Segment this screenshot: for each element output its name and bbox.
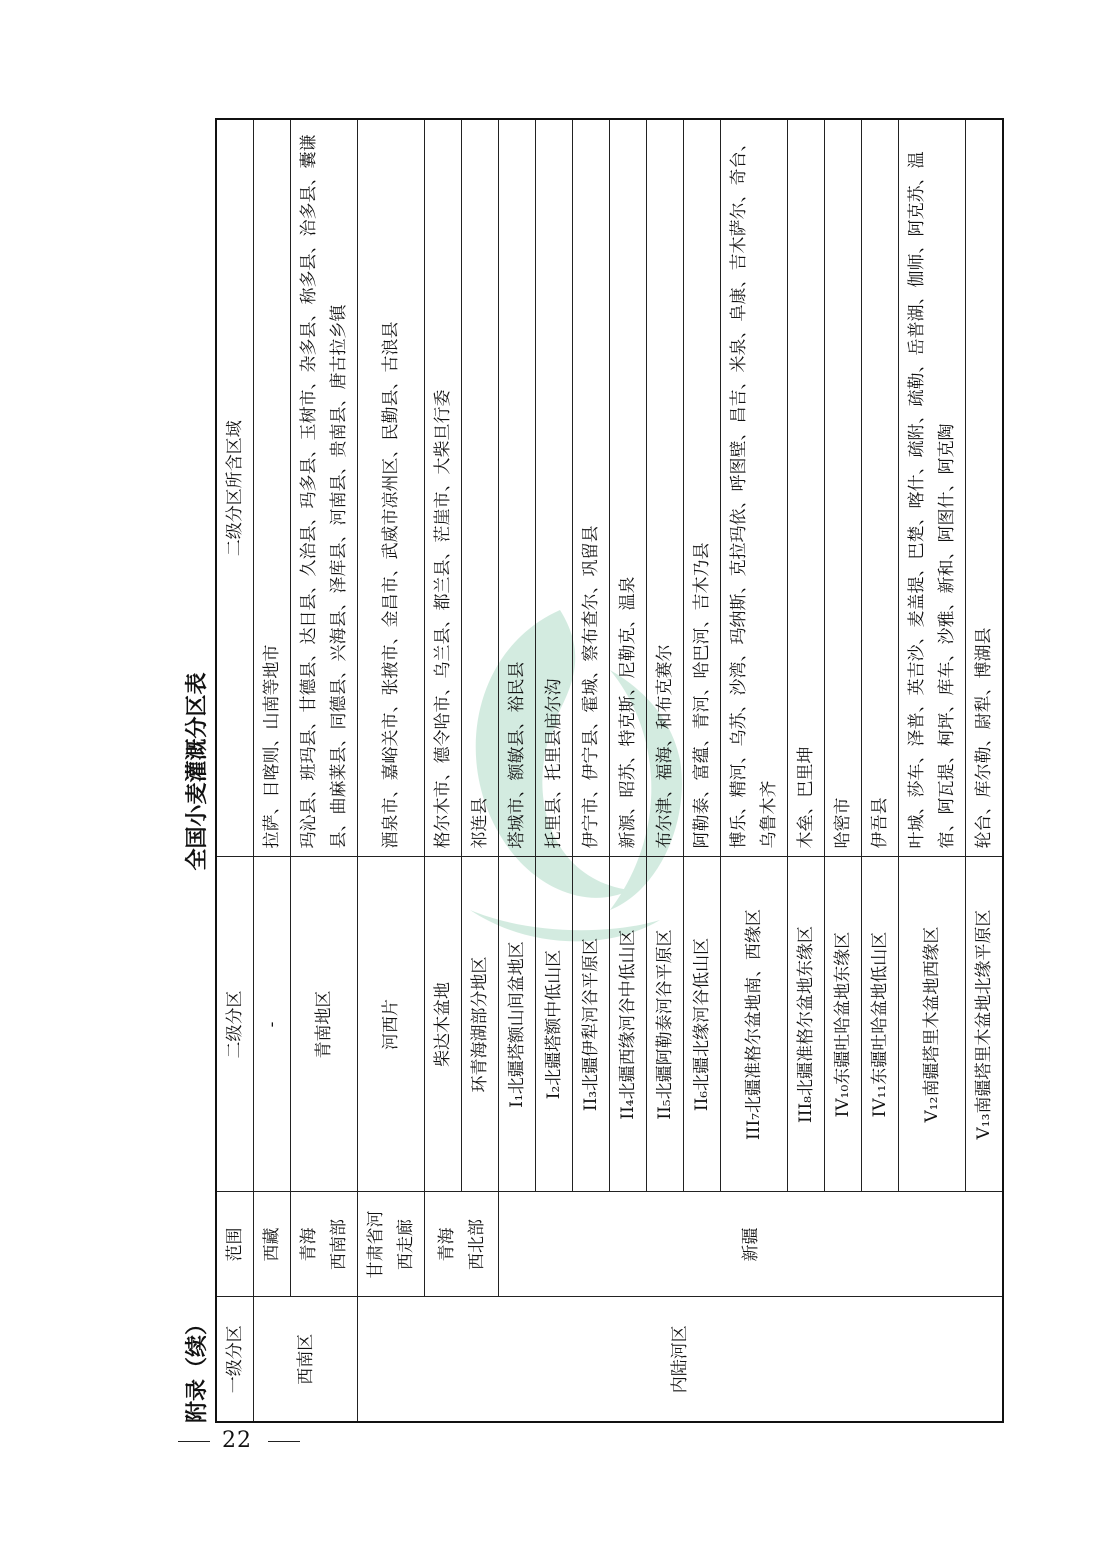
region-cell: 布尔津、福海、和布克赛尔	[647, 119, 684, 857]
rotated-document	[180, 120, 994, 1423]
region-cell: 酒泉市、嘉峪关市、张掖市、金昌市、武威市凉州区、民勤县、古浪县	[358, 119, 425, 857]
scope-qinghai-nw: 青海 西北部	[425, 1192, 499, 1297]
level2-cell: V₁₂南疆塔里木盆地西缘区	[899, 857, 966, 1192]
region-cell: 博乐、精河、乌苏、沙湾、玛纳斯、克拉玛依、呼图壁、昌吉、米泉、阜康、吉木萨尔、奇台、乌鲁木齐	[721, 119, 788, 857]
level2-cell: II₄北疆西缘河谷中低山区	[610, 857, 647, 1192]
scope-qinghai-sw: 青海 西南部	[291, 1192, 358, 1297]
region-cell: 拉萨、日喀则、山南等地市	[254, 119, 291, 857]
table-row	[425, 119, 462, 1422]
level2-cell: 青南地区	[291, 857, 358, 1192]
level2-cell: III₈北疆准格尔盆地东缘区	[788, 857, 825, 1192]
header-region: 二级分区所含区域	[216, 119, 254, 857]
region-cell: 格尔木市、德令哈市、乌兰县、都兰县、茫崖市、大柴旦行委	[425, 119, 462, 857]
page-number-dash-left	[178, 1441, 210, 1442]
region-cell: 叶城、莎车、泽普、英吉沙、麦盖提、巴楚、喀什、疏附、疏勒、岳普湖、伽师、阿克苏、温宿、阿瓦提、柯坪、库车、沙雅、新和、阿图什、阿克陶	[899, 119, 966, 857]
table-row	[254, 119, 291, 1422]
page-number-dash-right	[268, 1441, 300, 1442]
region-cell: 新源、昭苏、特克斯、尼勒克、温泉	[610, 119, 647, 857]
region-cell: 玛沁县、班玛县、甘德县、达日县、久治县、玛多县、玉树市、杂多县、称多县、治多县、囊谦县、曲麻莱县、同德县、兴海县、泽库县、河南县、贵南县、唐古拉乡镇	[291, 119, 358, 857]
level2-cell: IV₁₁东疆吐哈盆地低山区	[862, 857, 899, 1192]
region-cell: 塔城市、额敏县、裕民县	[499, 119, 536, 857]
page-number	[178, 1428, 308, 1458]
irrigation-zoning-table	[215, 118, 1004, 1423]
region-cell: 哈密市	[825, 119, 862, 857]
region-cell: 阿勒泰、富蕴、青河、哈巴河、吉木乃县	[684, 119, 721, 857]
scope-gansu-hexi: 甘肃省河 西走廊	[358, 1192, 425, 1297]
region-cell: 托里县、托里县庙尔沟	[536, 119, 573, 857]
level2-cell: II₅北疆阿勒泰河谷平原区	[647, 857, 684, 1192]
level2-cell: V₁₃南疆塔里木盆地北缘平原区	[966, 857, 1004, 1192]
level2-cell: 柴达木盆地	[425, 857, 462, 1192]
level2-cell: I₁北疆塔额山间盆地区	[499, 857, 536, 1192]
group-southwest: 西南区	[254, 1297, 358, 1422]
region-cell: 祁连县	[462, 119, 499, 857]
scope-tibet: 西藏	[254, 1192, 291, 1297]
region-cell: 伊宁市、伊宁县、霍城、察布查尔、巩留县	[573, 119, 610, 857]
region-cell: 伊吾县	[862, 119, 899, 857]
level2-cell: 河西片	[358, 857, 425, 1192]
appendix-label: 附录（续）	[185, 1312, 210, 1423]
table-row	[291, 119, 358, 1422]
group-inland-river: 内陆河区	[358, 1297, 1004, 1422]
page-number-text: 22	[222, 1428, 252, 1453]
level2-cell: 环青海湖部分地区	[462, 857, 499, 1192]
header-scope: 范围	[216, 1192, 254, 1297]
table-row	[358, 119, 425, 1422]
table-row	[499, 119, 536, 1422]
region-cell: 木垒、巴里坤	[788, 119, 825, 857]
level2-cell: II₆北疆北缘河谷低山区	[684, 857, 721, 1192]
level2-cell: III₇北疆准格尔盆地南、西缘区	[721, 857, 788, 1192]
header-level2: 二级分区	[216, 857, 254, 1192]
table-title: 全国小麦灌溉分区表	[185, 672, 210, 871]
table-header-row	[216, 119, 254, 1422]
level2-cell: I₂北疆塔额中低山区	[536, 857, 573, 1192]
level2-cell: -	[254, 857, 291, 1192]
level2-cell: II₃北疆伊犁河谷平原区	[573, 857, 610, 1192]
level2-cell: IV₁₀东疆吐哈盆地东缘区	[825, 857, 862, 1192]
scope-xinjiang: 新疆	[499, 1192, 1004, 1297]
region-cell: 轮台、库尔勒、尉犁、博湖县	[966, 119, 1004, 857]
header-level1: 一级分区	[216, 1297, 254, 1422]
